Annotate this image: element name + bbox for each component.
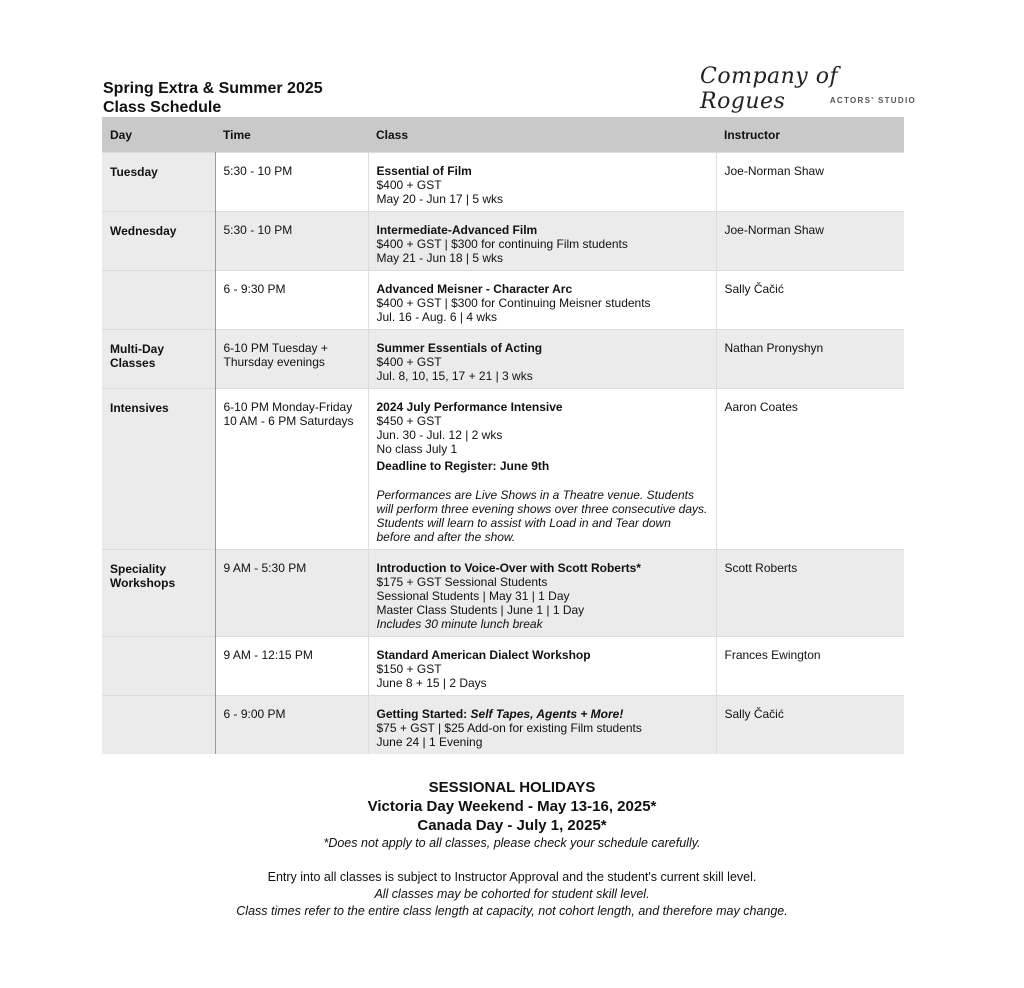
class-detail: May 20 - Jun 17 | 5 wks — [376, 192, 504, 206]
cell-day: Tuesday — [102, 153, 215, 212]
title-line-1: Spring Extra & Summer 2025 — [103, 80, 323, 97]
table-row — [102, 212, 904, 271]
cell-time: 6 - 9:30 PM — [215, 271, 368, 330]
cell-class — [368, 389, 716, 550]
logo-name: Company of Rogues — [700, 64, 839, 114]
table-row — [102, 389, 904, 550]
holiday-canada-day: Canada Day - July 1, 2025* — [417, 817, 607, 834]
registration-deadline: Deadline to Register: June 9th — [376, 459, 550, 473]
class-detail: Jul. 16 - Aug. 6 | 4 wks — [376, 310, 498, 324]
cell-day — [102, 696, 215, 755]
class-detail: June 24 | 1 Evening — [376, 735, 483, 749]
cell-time: 9 AM - 12:15 PM — [215, 637, 368, 696]
policy-times: Class times refer to the entire class length at capacity, not cohort length, and therefore may change. — [236, 904, 788, 918]
cell-instructor: Joe-Norman Shaw — [716, 212, 904, 271]
class-detail: $400 + GST | $300 for continuing Film students — [376, 237, 628, 251]
cell-day: Wednesday — [102, 212, 215, 271]
cell-day — [102, 637, 215, 696]
cell-instructor: Nathan Pronyshyn — [716, 330, 904, 389]
class-detail: Master Class Students | June 1 | 1 Day — [376, 603, 585, 617]
cell-instructor: Aaron Coates — [716, 389, 904, 550]
logo-subtitle: ACTORS' STUDIO — [829, 96, 916, 105]
table-header — [102, 117, 904, 153]
cell-instructor: Scott Roberts — [716, 550, 904, 637]
class-name: Introduction to Voice-Over with Scott Roberts* — [376, 561, 641, 575]
cell-class — [368, 330, 716, 389]
footer — [0, 778, 1024, 920]
class-detail: $400 + GST | $300 for Continuing Meisner students — [376, 296, 651, 310]
table-row — [102, 696, 904, 755]
class-detail: Jun. 30 - Jul. 12 | 2 wks — [376, 428, 503, 442]
class-detail: No class July 1 — [376, 442, 458, 456]
holiday-victoria-day: Victoria Day Weekend - May 13-16, 2025* — [367, 798, 657, 815]
class-name: Advanced Meisner - Character Arc — [376, 282, 573, 296]
class-name: Summer Essentials of Acting — [376, 341, 543, 355]
table-row — [102, 271, 904, 330]
document-title — [103, 79, 323, 117]
header-instructor: Instructor — [716, 117, 904, 153]
cell-instructor: Frances Ewington — [716, 637, 904, 696]
cell-day: Speciality Workshops — [102, 550, 215, 637]
class-note: Includes 30 minute lunch break — [376, 617, 543, 631]
schedule-table — [102, 117, 904, 754]
cell-day: Multi-Day Classes — [102, 330, 215, 389]
class-detail: $400 + GST — [376, 355, 442, 369]
table-row — [102, 153, 904, 212]
table-row — [102, 637, 904, 696]
table-row — [102, 330, 904, 389]
cell-time: 6 - 9:00 PM — [215, 696, 368, 755]
class-detail: $150 + GST — [376, 662, 442, 676]
company-logo — [700, 64, 916, 114]
class-detail: May 21 - Jun 18 | 5 wks — [376, 251, 504, 265]
cell-class — [368, 212, 716, 271]
table-row — [102, 550, 904, 637]
cell-time: 5:30 - 10 PM — [215, 153, 368, 212]
policy-approval: Entry into all classes is subject to Instructor Approval and the student's current skill level. — [267, 870, 757, 884]
header-time: Time — [215, 117, 368, 153]
cell-class — [368, 550, 716, 637]
class-name: Essential of Film — [376, 164, 472, 178]
class-name: 2024 July Performance Intensive — [376, 400, 563, 414]
cell-time: 5:30 - 10 PM — [215, 212, 368, 271]
class-name: Intermediate-Advanced Film — [376, 223, 538, 237]
cell-day — [102, 271, 215, 330]
cell-class — [368, 696, 716, 755]
cell-instructor: Sally Čačić — [716, 696, 904, 755]
class-detail: Sessional Students | May 31 | 1 Day — [376, 589, 570, 603]
class-detail: Jul. 8, 10, 15, 17 + 21 | 3 wks — [376, 369, 533, 383]
header-day: Day — [102, 117, 215, 153]
cell-day: Intensives — [102, 389, 215, 550]
cell-time: 9 AM - 5:30 PM — [215, 550, 368, 637]
class-name: Standard American Dialect Workshop — [376, 648, 591, 662]
cell-instructor: Sally Čačić — [716, 271, 904, 330]
class-detail: $75 + GST | $25 Add-on for existing Film students — [376, 721, 642, 735]
cell-time: 6-10 PM Monday-Friday 10 AM - 6 PM Saturdays — [215, 389, 368, 550]
cell-instructor: Joe-Norman Shaw — [716, 153, 904, 212]
cell-class — [368, 271, 716, 330]
class-detail: June 8 + 15 | 2 Days — [376, 676, 487, 690]
class-detail: $175 + GST Sessional Students — [376, 575, 548, 589]
header-class: Class — [368, 117, 716, 153]
cell-time: 6-10 PM Tuesday + Thursday evenings — [215, 330, 368, 389]
holiday-note: *Does not apply to all classes, please check your schedule carefully. — [323, 836, 701, 850]
cell-class — [368, 153, 716, 212]
class-name: Getting Started: Self Tapes, Agents + More! — [376, 707, 624, 721]
title-line-2: Class Schedule — [103, 99, 222, 116]
class-detail: $400 + GST — [376, 178, 442, 192]
class-detail: $450 + GST — [376, 414, 442, 428]
cell-class — [368, 637, 716, 696]
policy-cohort: All classes may be cohorted for student skill level. — [374, 887, 650, 901]
holidays-heading: SESSIONAL HOLIDAYS — [428, 779, 596, 796]
performance-note: Performances are Live Shows in a Theatre venue. Students will perform three evening shows over three consecutive days. Students will learn to assist with Load in and Tear down before and after the show. — [376, 488, 708, 544]
